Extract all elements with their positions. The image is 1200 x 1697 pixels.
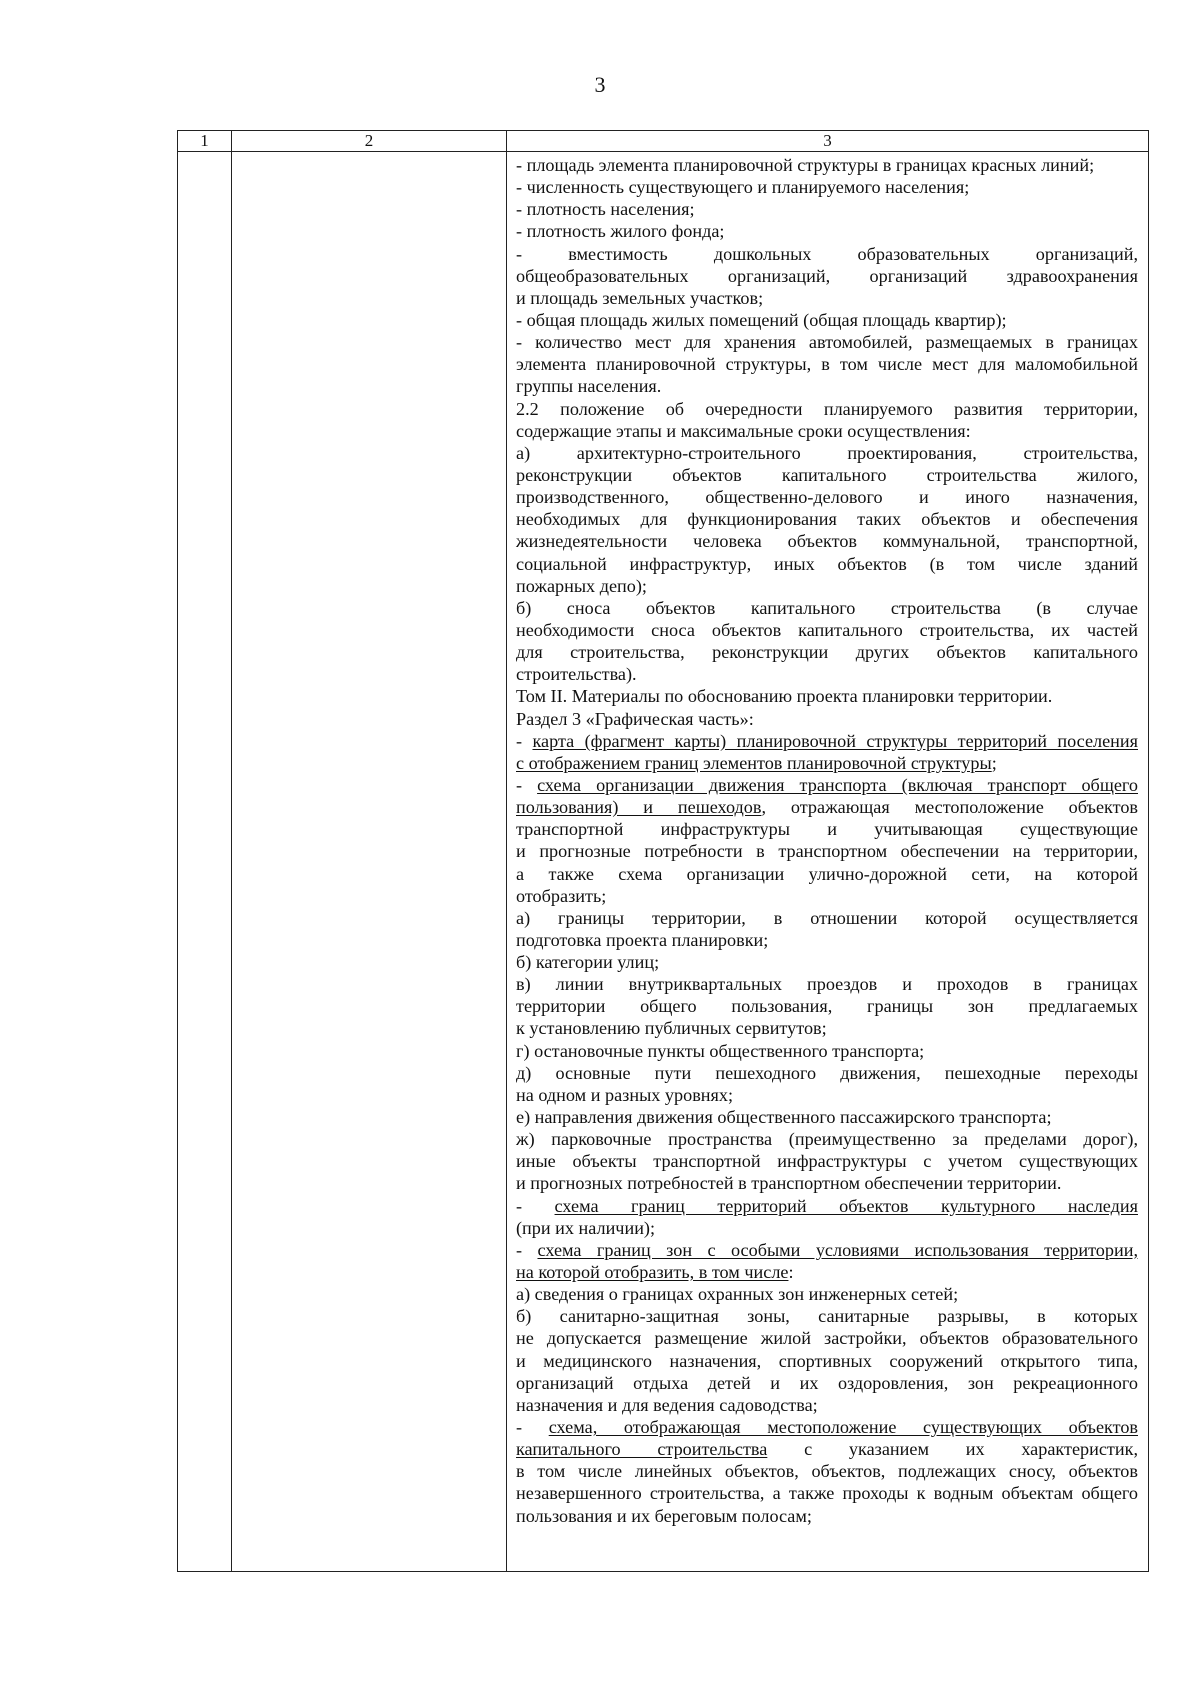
text-segment: не допускается размещение жилой застройки, объектов образовательного: [516, 1328, 1138, 1349]
text-segment: Том II. Материалы по обоснованию проекта планировки территории.: [516, 686, 1053, 707]
text-line: [516, 1062, 1138, 1084]
text-line: [516, 907, 1138, 929]
text-line: [516, 287, 1138, 309]
text-segment: общеобразовательных организаций, организаций здравоохранения: [516, 265, 1138, 286]
text-segment: содержащие этапы и максимальные сроки осуществления:: [516, 420, 971, 441]
text-line: [516, 1150, 1138, 1172]
text-line: [516, 243, 1138, 265]
text-line: [516, 1195, 1138, 1217]
text-segment: (при их наличии);: [516, 1217, 656, 1238]
text-line: [516, 1283, 1138, 1305]
text-line: [516, 774, 1138, 796]
underlined-text: капитального строительства: [516, 1439, 768, 1460]
underlined-text: схема организации движения транспорта (включая транспорт общего: [537, 774, 1138, 795]
text-line: [516, 486, 1138, 508]
text-line: [516, 1482, 1138, 1504]
text-line: [516, 1394, 1138, 1416]
text-line: [516, 420, 1138, 442]
text-line: [516, 575, 1138, 597]
text-segment: и прогнозные потребности в транспортном обеспечении на территории,: [516, 841, 1138, 862]
text-segment: реконструкции объектов капитального строительства жилого,: [516, 464, 1138, 485]
text-segment: - общая площадь жилых помещений (общая площадь квартир);: [516, 309, 1007, 330]
text-segment: подготовка проекта планировки;: [516, 929, 769, 950]
text-segment: - плотность населения;: [516, 199, 695, 220]
text-segment: назначения и для ведения садоводства;: [516, 1394, 818, 1415]
text-segment: -: [516, 730, 533, 751]
text-segment: 2.2 положение об очередности планируемого развития территории,: [516, 398, 1138, 419]
table-row: [178, 152, 1149, 1572]
underlined-text: пользования) и пешеходов: [516, 797, 762, 818]
text-line: [516, 619, 1138, 641]
text-segment: элемента планировочной структуры, в том числе мест для маломобильной: [516, 354, 1138, 375]
text-segment: транспортной инфраструктуры и учитывающая существующие: [516, 819, 1138, 840]
column-1-cell: [178, 152, 232, 1572]
text-line: [516, 1438, 1138, 1460]
text-line: [516, 951, 1138, 973]
text-line: [516, 530, 1138, 552]
text-segment: территории общего пользования, границы зон предлагаемых: [516, 996, 1138, 1017]
text-line: [516, 176, 1138, 198]
text-line: [516, 375, 1138, 397]
text-line: [516, 1239, 1138, 1261]
text-line: [516, 1128, 1138, 1150]
text-segment: необходимых для функционирования таких объектов и обеспечения: [516, 509, 1138, 530]
text-line: [516, 730, 1138, 752]
text-segment: ;: [991, 752, 997, 773]
text-line: [516, 265, 1138, 287]
text-segment: е) направления движения общественного пассажирского транспорта;: [516, 1107, 1052, 1128]
text-segment: иные объекты транспортной инфраструктуры с учетом существующих: [516, 1151, 1138, 1172]
text-segment: необходимости сноса объектов капитального строительства, их частей: [516, 619, 1138, 640]
text-segment: б) сноса объектов капитального строительства (в случае: [516, 597, 1138, 618]
text-line: [516, 1172, 1138, 1194]
underlined-text: на которой отобразить, в том числе: [516, 1262, 789, 1283]
text-line: [516, 863, 1138, 885]
text-segment: пожарных депо);: [516, 575, 647, 596]
text-line: [516, 1350, 1138, 1372]
column-header-2: 2: [232, 131, 507, 152]
text-segment: :: [788, 1262, 794, 1283]
text-line: [516, 597, 1138, 619]
text-segment: а) границы территории, в отношении которой осуществляется: [516, 907, 1138, 928]
text-line: [516, 553, 1138, 575]
text-segment: жизнедеятельности человека объектов коммунальной, транспортной,: [516, 531, 1138, 552]
text-line: [516, 1261, 1138, 1283]
text-segment: и прогнозных потребностей в транспортном обеспечении территории.: [516, 1173, 1062, 1194]
text-segment: в) линии внутриквартальных проездов и проходов в границах: [516, 974, 1138, 995]
text-segment: б) категории улиц;: [516, 952, 660, 973]
text-line: [516, 353, 1138, 375]
text-line: [516, 198, 1138, 220]
text-segment: - площадь элемента планировочной структуры в границах красных линий;: [516, 155, 1095, 175]
text-line: [516, 1040, 1138, 1062]
underlined-text: схема границ зон с особыми условиями использования территории,: [537, 1239, 1138, 1260]
text-line: [516, 1372, 1138, 1394]
text-line: [516, 398, 1138, 420]
text-line: [516, 1460, 1138, 1482]
text-segment: отобразить;: [516, 885, 607, 906]
text-segment: -: [516, 1195, 555, 1216]
text-lines: [516, 154, 1138, 1527]
text-segment: социальной инфраструктур, иных объектов (в том числе зданий: [516, 553, 1138, 574]
text-segment: с указанием их характеристик,: [767, 1439, 1138, 1460]
text-line: [516, 331, 1138, 353]
text-segment: ж) парковочные пространства (преимущественно за пределами дорог),: [516, 1129, 1138, 1150]
text-segment: группы населения.: [516, 376, 662, 397]
text-segment: пользования и их береговым полосам;: [516, 1505, 812, 1526]
column-header-1: 1: [178, 131, 232, 152]
text-segment: и площадь земельных участков;: [516, 287, 764, 308]
text-segment: -: [516, 774, 538, 795]
text-segment: д) основные пути пешеходного движения, пешеходные переходы: [516, 1062, 1138, 1083]
text-segment: а также схема организации улично-дорожной сети, на которой: [516, 863, 1138, 884]
underlined-text: схема, отображающая местоположение существующих объектов: [548, 1417, 1138, 1438]
text-segment: незавершенного строительства, а также проходы к водным объектам общего: [516, 1483, 1138, 1504]
text-segment: -: [516, 1417, 549, 1438]
text-line: [516, 1084, 1138, 1106]
underlined-text: схема границ территорий объектов культурного наследия: [554, 1195, 1138, 1216]
text-segment: производственного, общественно-делового и иного назначения,: [516, 487, 1138, 508]
text-line: [516, 1017, 1138, 1039]
text-segment: для строительства, реконструкции других объектов капитального: [516, 642, 1138, 663]
column-3-cell: [507, 152, 1149, 1572]
text-segment: на одном и разных уровнях;: [516, 1084, 734, 1105]
text-line: [516, 663, 1138, 685]
text-line: [516, 995, 1138, 1017]
text-line: [516, 752, 1138, 774]
text-segment: б) санитарно-защитная зоны, санитарные разрывы, в которых: [516, 1306, 1138, 1327]
text-segment: г) остановочные пункты общественного транспорта;: [516, 1040, 925, 1061]
column-header-3: 3: [507, 131, 1149, 152]
text-segment: - численность существующего и планируемого населения;: [516, 177, 970, 198]
text-line: [516, 508, 1138, 530]
page-number: 3: [594, 72, 606, 97]
text-segment: и медицинского назначения, спортивных сооружений открытого типа,: [516, 1350, 1138, 1371]
text-line: [516, 1217, 1138, 1239]
text-line: [516, 464, 1138, 486]
text-segment: а) архитектурно-строительного проектирования, строительства,: [516, 442, 1138, 463]
text-line: [516, 309, 1138, 331]
text-segment: к установлению публичных сервитутов;: [516, 1018, 827, 1039]
text-segment: а) сведения о границах охранных зон инженерных сетей;: [516, 1284, 959, 1305]
table-header-row: [178, 131, 1149, 152]
text-segment: - плотность жилого фонда;: [516, 221, 725, 242]
text-line: [516, 929, 1138, 951]
text-line: [516, 796, 1138, 818]
document-table: [177, 130, 1149, 1572]
column-2-cell: [232, 152, 507, 1572]
text-line: [516, 1416, 1138, 1438]
underlined-text: карта (фрагмент карты) планировочной структуры территорий поселения: [532, 730, 1138, 751]
text-line: [516, 154, 1138, 176]
text-segment: в том числе линейных объектов, объектов, подлежащих сносу, объектов: [516, 1461, 1138, 1482]
text-segment: - количество мест для хранения автомобилей, размещаемых в границах: [516, 332, 1138, 353]
text-line: [516, 1505, 1138, 1527]
text-line: [516, 1106, 1138, 1128]
text-line: [516, 885, 1138, 907]
text-line: [516, 818, 1138, 840]
text-segment: - вместимость дошкольных образовательных организаций,: [516, 243, 1138, 264]
text-segment: , отражающая местоположение объектов: [761, 797, 1138, 818]
text-line: [516, 840, 1138, 862]
text-line: [516, 1305, 1138, 1327]
text-line: [516, 220, 1138, 242]
text-segment: -: [516, 1239, 538, 1260]
text-segment: организаций отдыха детей и их оздоровления, зон рекреационного: [516, 1372, 1138, 1393]
text-line: [516, 973, 1138, 995]
text-line: [516, 641, 1138, 663]
text-line: [516, 708, 1138, 730]
text-line: [516, 442, 1138, 464]
text-segment: Раздел 3 «Графическая часть»:: [516, 708, 754, 729]
text-segment: строительства).: [516, 664, 637, 685]
text-line: [516, 685, 1138, 707]
underlined-text: с отображением границ элементов планировочной структуры: [516, 752, 992, 773]
text-line: [516, 1327, 1138, 1349]
